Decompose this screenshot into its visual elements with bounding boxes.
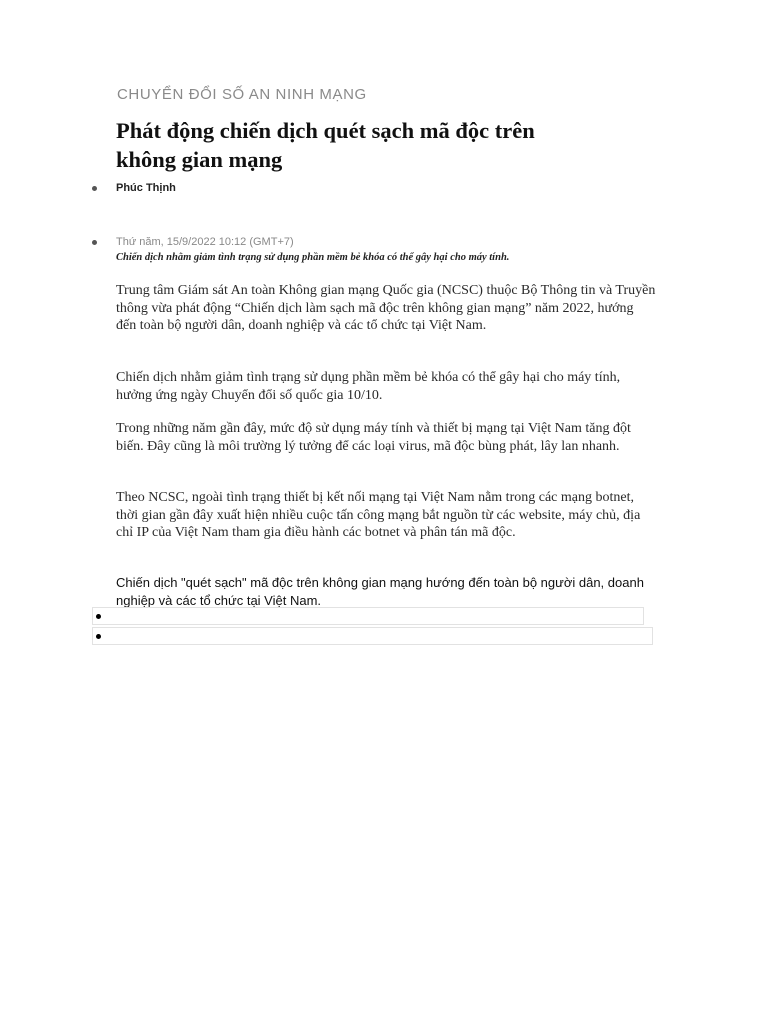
list-item (92, 627, 653, 645)
body-paragraph-3: Trong những năm gần đây, mức độ sử dụng máy tính và thiết bị mạng tại Việt Nam tăng đột biến. Đây cũng là môi trường lý tưởng để các loại virus, mã độc bùng phát, lây lan nhanh. (116, 421, 631, 454)
date-bullet (92, 240, 97, 245)
article-title-line-2: không gian mạng (116, 147, 283, 172)
author-bullet (92, 186, 97, 191)
list-item (92, 607, 644, 625)
article-title (116, 116, 636, 174)
article-title-line-1: Phát động chiến dịch quét sạch mã độc trên (116, 118, 535, 143)
list-bullet-icon (96, 614, 101, 619)
author-name[interactable]: Phúc Thịnh (116, 182, 176, 194)
image-caption: Chiến dịch "quét sạch" mã độc trên không gian mạng hướng đến toàn bộ người dân, doanh nghiệp và các tổ chức tại Việt Nam. (116, 575, 644, 608)
category-label[interactable]: CHUYỂN ĐỔI SỐ AN NINH MẠNG (117, 86, 367, 103)
publish-date: Thứ năm, 15/9/2022 10:12 (GMT+7) (116, 236, 294, 248)
body-paragraph-4: Theo NCSC, ngoài tình trạng thiết bị kết nối mạng tại Việt Nam nằm trong các mạng botnet, thời gian gần đây xuất hiện nhiều cuộc tấn công mạng bắt nguồn từ các website, máy chủ, địa chỉ IP của Việt Nam tham gia điều hành các botnet và phân tán mã độc. (116, 490, 641, 540)
article-summary: Chiến dịch nhằm giảm tình trạng sử dụng phần mềm bẻ khóa có thể gây hại cho máy tính. (116, 252, 510, 263)
body-paragraph-2: Chiến dịch nhằm giảm tình trạng sử dụng phần mềm bẻ khóa có thể gây hại cho máy tính, hưởng ứng ngày Chuyển đổi số quốc gia 10/10. (116, 370, 621, 403)
body-paragraph-1: Trung tâm Giám sát An toàn Không gian mạng Quốc gia (NCSC) thuộc Bộ Thông tin và Truyền thông vừa phát động “Chiến dịch làm sạch mã độc trên không gian mạng” năm 2022, hướng đến toàn bộ người dân, doanh nghiệp và các tổ chức tại Việt Nam. (116, 283, 656, 333)
list-bullet-icon (96, 634, 101, 639)
